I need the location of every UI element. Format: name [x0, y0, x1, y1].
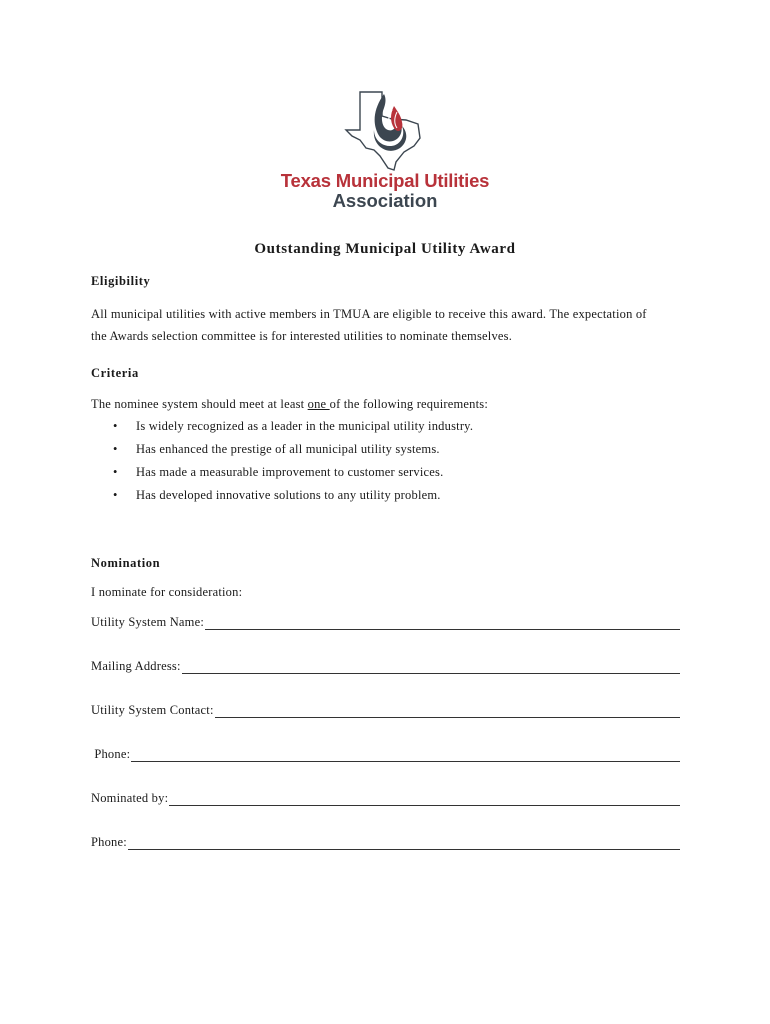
criteria-intro-underlined: one: [307, 397, 330, 411]
nominated-by-line[interactable]: [169, 793, 680, 806]
list-item: [91, 465, 473, 488]
nomination-intro: I nominate for consideration:: [91, 585, 243, 599]
criteria-list: [91, 419, 473, 511]
contact-phone-line[interactable]: [131, 749, 680, 762]
nominator-phone-field[interactable]: [91, 834, 680, 850]
logo-text-line1: Texas Municipal Utilities: [280, 170, 490, 191]
criteria-intro-after: of the following requirements:: [329, 397, 489, 411]
utility-system-name-label: Utility System Name:: [91, 615, 205, 629]
utility-system-contact-label: Utility System Contact:: [91, 703, 214, 717]
utility-system-name-line[interactable]: [205, 617, 680, 630]
criteria-item-4: Has developed innovative solutions to any utility problem.: [136, 488, 441, 502]
list-item: [91, 488, 473, 511]
tmua-logo: [280, 86, 490, 214]
contact-phone-field[interactable]: [91, 746, 680, 762]
mailing-address-label: Mailing Address:: [91, 659, 181, 673]
utility-system-name-field[interactable]: [91, 614, 680, 630]
eligibility-line-1: All municipal utilities with active members in TMUA are eligible to receive this award. The expectation of: [91, 307, 647, 321]
eligibility-line-2: the Awards selection committee is for interested utilities to nominate themselves.: [91, 329, 513, 343]
logo-text-line2: Association: [332, 190, 438, 211]
criteria-item-3: Has made a measurable improvement to customer services.: [136, 465, 444, 479]
criteria-item-2: Has enhanced the prestige of all municipal utility systems.: [136, 442, 440, 456]
nominator-phone-line[interactable]: [128, 837, 680, 850]
bullet-icon: •: [113, 488, 118, 502]
mailing-address-line[interactable]: [182, 661, 680, 674]
list-item: [91, 442, 473, 465]
eligibility-text: [91, 303, 691, 347]
document-title: Outstanding Municipal Utility Award: [254, 241, 516, 257]
eligibility-heading: Eligibility: [91, 274, 151, 288]
nominated-by-label: Nominated by:: [91, 791, 169, 805]
bullet-icon: •: [113, 465, 118, 479]
mailing-address-field[interactable]: [91, 658, 680, 674]
utility-system-contact-line[interactable]: [215, 705, 680, 718]
criteria-heading: Criteria: [91, 366, 139, 380]
contact-phone-label: Phone:: [91, 747, 131, 761]
criteria-item-1: Is widely recognized as a leader in the municipal utility industry.: [136, 419, 474, 433]
list-item: [91, 419, 473, 442]
nominator-phone-label: Phone:: [91, 835, 127, 849]
nominated-by-field[interactable]: [91, 790, 680, 806]
nomination-heading: Nomination: [91, 556, 161, 570]
texas-flame-logo-icon: [344, 86, 428, 172]
bullet-icon: •: [113, 419, 118, 433]
criteria-intro: [91, 397, 488, 412]
utility-system-contact-field[interactable]: [91, 702, 680, 718]
bullet-icon: •: [113, 442, 118, 456]
criteria-intro-before: The nominee system should meet at least: [91, 397, 308, 411]
